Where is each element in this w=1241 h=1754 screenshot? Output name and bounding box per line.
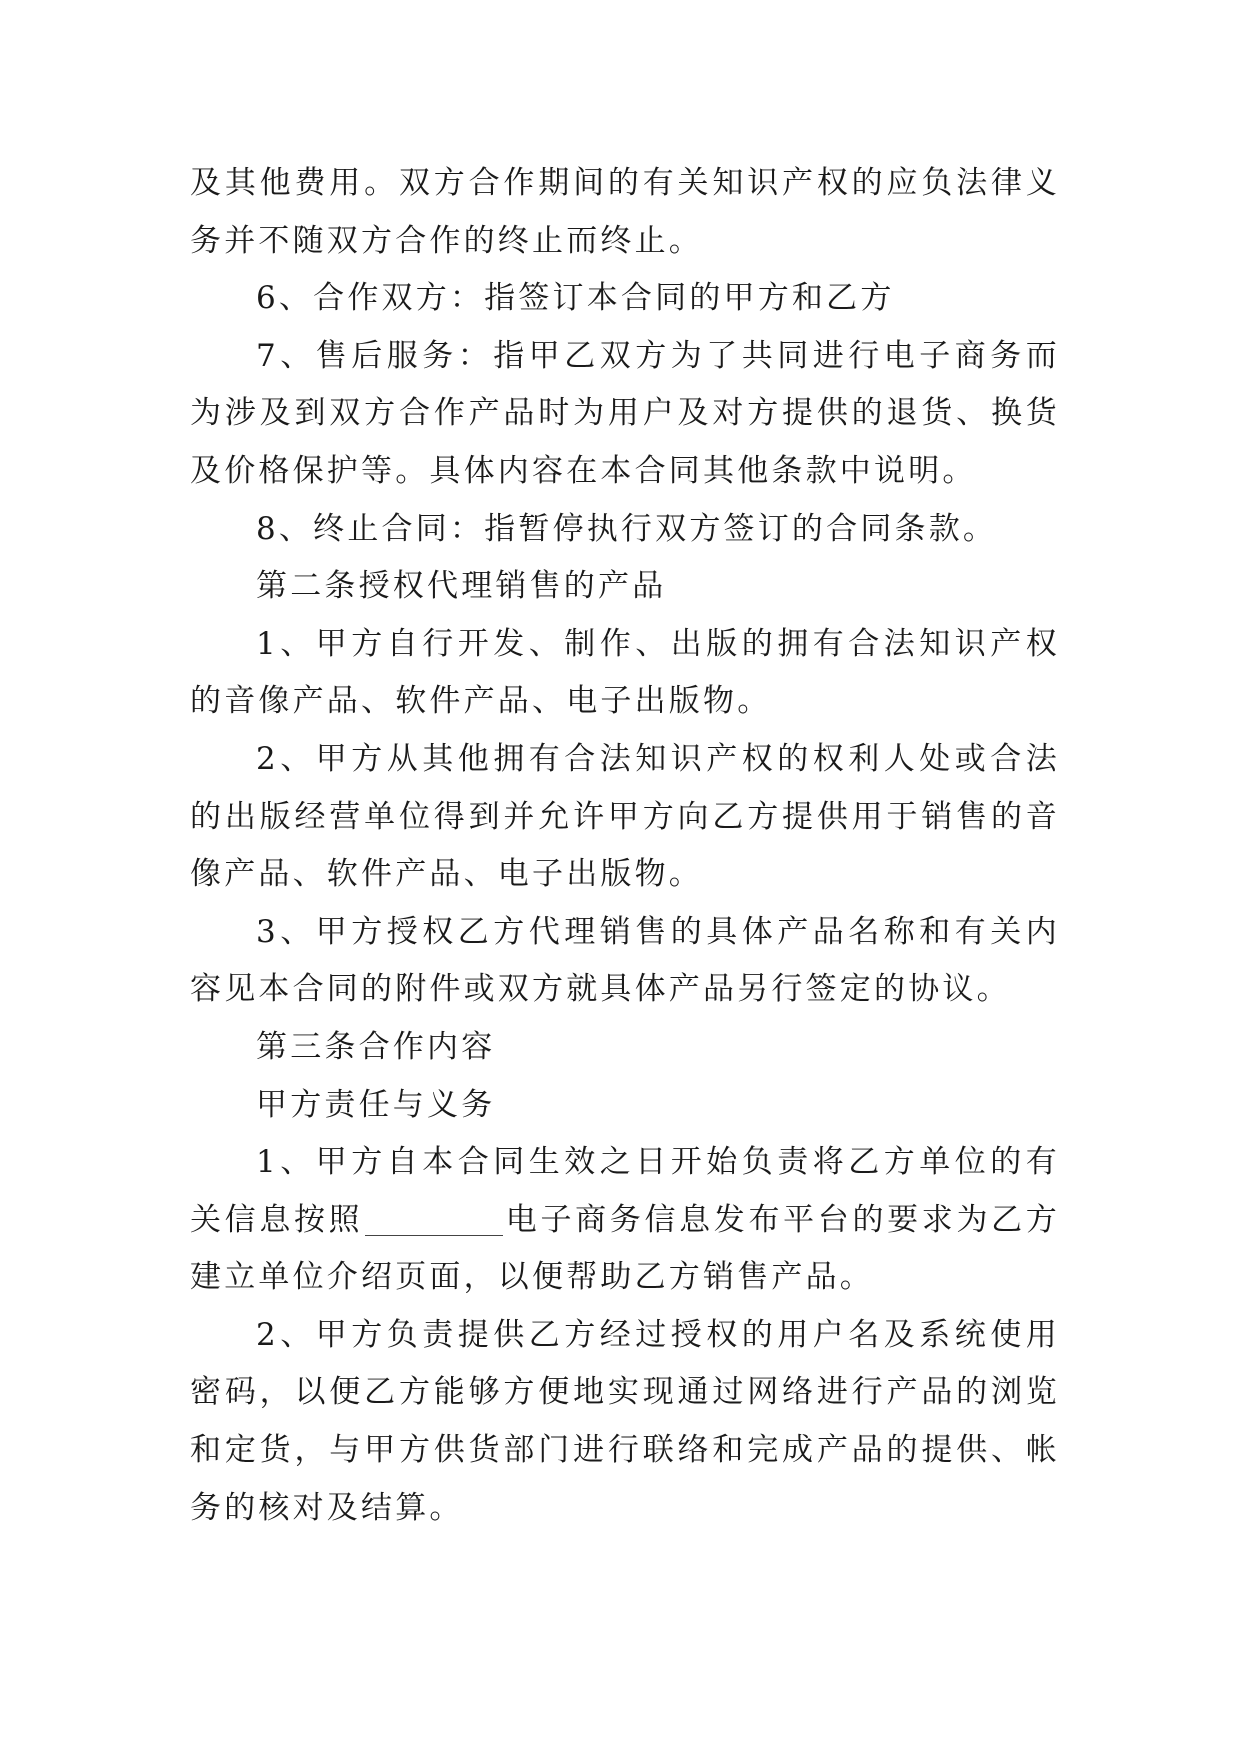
duty-1-text-after-blank: 电子商务信息发布平台的要求为乙方建立单位介绍页面，以便帮助乙方销售产品。 <box>190 1201 1061 1296</box>
paragraph-continuation: 及其他费用。双方合作期间的有关知识产权的应负法律义务并不随双方合作的终止而终止。 <box>190 165 1060 259</box>
section-heading-article-3: 第三条合作内容 <box>256 1028 496 1065</box>
paragraph-definition-8: 8、终止合同：指暂停执行双方签订的合同条款。 <box>256 510 998 547</box>
subheading-party-a-duties: 甲方责任与义务 <box>256 1086 496 1123</box>
paragraph-duty-1 <box>190 1134 1060 1307</box>
document-body <box>190 155 1060 1537</box>
paragraph-definition-6: 6、合作双方：指签订本合同的甲方和乙方 <box>256 280 895 317</box>
section-heading-article-2: 第二条授权代理销售的产品 <box>256 568 667 605</box>
fill-in-blank-underline <box>365 1205 503 1236</box>
paragraph-definition-7: 7、售后服务：指甲乙双方为了共同进行电子商务而为涉及到双方合作产品时为用户及对方提供的退货、换货及价格保护等。具体内容在本合同其他条款中说明。 <box>190 337 1060 489</box>
paragraph-product-2: 2、甲方从其他拥有合法知识产权的权利人处或合法的出版经营单位得到并允许甲方向乙方提供用于销售的音像产品、软件产品、电子出版物。 <box>190 740 1060 893</box>
paragraph-duty-2: 2、甲方负责提供乙方经过授权的用户名及系统使用密码，以便乙方能够方便地实现通过网络进行产品的浏览和定货，与甲方供货部门进行联络和完成产品的提供、帐务的核对及结算。 <box>190 1316 1060 1526</box>
duty-1-text-before-blank: 1、甲方自本合同生效之日开始负责将乙方单位的有关信息按照 <box>190 1144 1060 1238</box>
paragraph-product-3: 3、甲方授权乙方代理销售的具体产品名称和有关内容见本合同的附件或双方就具体产品另行签定的协议。 <box>190 913 1060 1008</box>
paragraph-product-1: 1、甲方自行开发、制作、出版的拥有合法知识产权的音像产品、软件产品、电子出版物。 <box>190 625 1060 720</box>
